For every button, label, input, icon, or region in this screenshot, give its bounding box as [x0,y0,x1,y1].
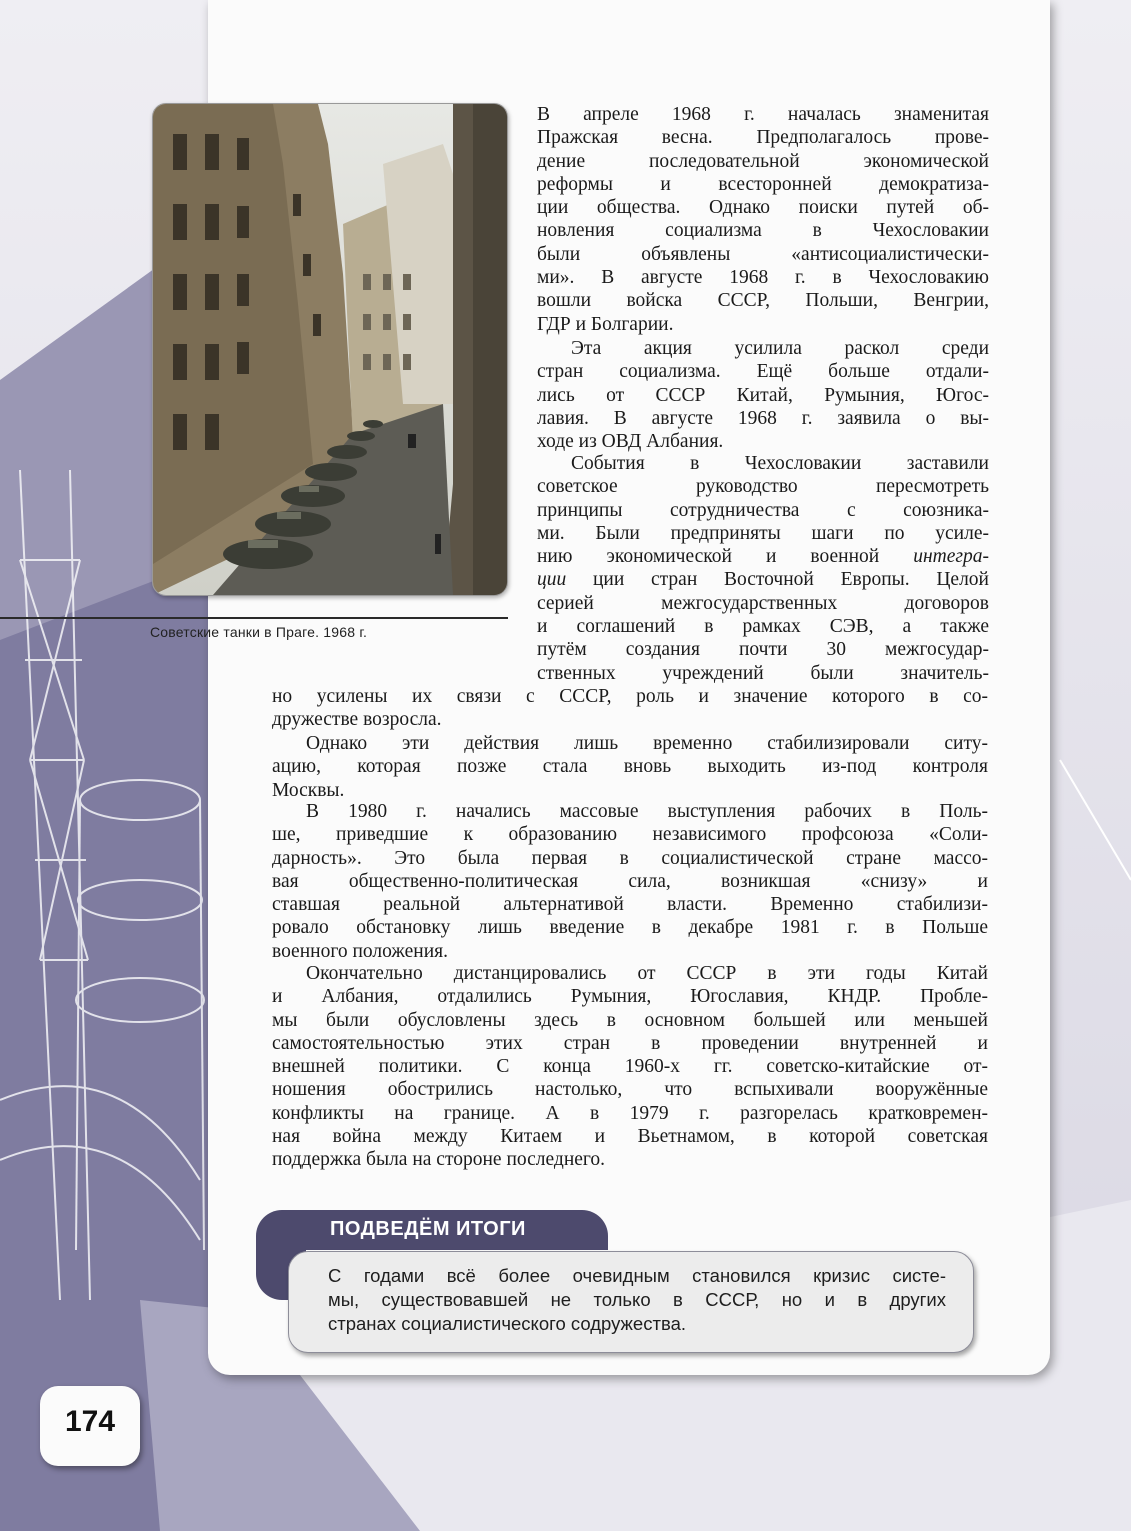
text-line: ная война между Китаем и Вьетнамом, в которой советская [272,1126,988,1148]
text-line: советское руководство пересмотреть [537,476,989,498]
paragraph-integration [537,452,989,685]
text-line: События в Чехословакии заставили [571,453,989,474]
text-line: ходе из ОВД Албания. [537,431,724,453]
prague-tanks-photo [152,103,508,596]
text-fragment: ции стран Восточной Европы. Целой [592,569,989,591]
text-line: мы были обусловлены здесь в основном большей или меньшей [272,1009,988,1031]
summary-line: мы, существовавшей не только в СССР, но и в других [328,1289,946,1310]
text-line: дружестве возросла. [272,709,442,731]
summary-line: С годами всё более очевидным становился кризис систе- [328,1265,946,1286]
text-line-with-italic [537,545,989,568]
text-line: ровало обстановку лишь введение в декабре 1981 г. в Польше [272,917,988,939]
text-line: ми. Были предприняты шаги по усиле- [537,522,989,544]
paragraph-prague-spring [537,103,989,336]
summary-line: странах социалистического содружества. [328,1313,686,1334]
summary-text [328,1264,946,1336]
paragraph-distancing [272,962,988,1172]
paragraph-stabilization [272,732,988,802]
text-line: принципы сотрудничества с союзника- [537,499,989,521]
text-line: ацию, которая позже стала вновь выходить из-под контроля [272,756,988,778]
text-line: вая общественно-политическая сила, возникшая «снизу» и [272,870,988,892]
italic-term: интегра- [913,546,989,568]
paragraph-split [537,337,989,453]
text-line: самостоятельностью этих стран в проведении внутренней и [272,1032,988,1054]
text-line: были объявлены «антисоциалистически- [537,243,989,265]
text-line: Пражская весна. Предполагалось прове- [537,127,989,149]
text-fragment: нию экономической и военной [537,546,914,568]
text-line: дарность». Это была первая в социалистической стране массо- [272,847,988,869]
text-line: ственных учреждений были значитель- [537,662,989,684]
text-line: ции общества. Однако поиски путей об- [537,197,989,219]
text-line: поддержка была на стороне последнего. [272,1149,606,1171]
text-line: новления социализма в Чехословакии [537,220,989,242]
text-line: серией межгосударственных договоров [537,592,989,614]
text-line: и соглашений в рамках СЭВ, а также [537,616,989,638]
text-line: конфликты на границе. А в 1979 г. разгорелась кратковремен- [272,1102,988,1124]
text-line: ми». В августе 1968 г. в Чехословакию [537,267,989,289]
text-line: ношения обострились настолько, что вспыхивали вооружённые [272,1079,988,1101]
summary-title: ПОДВЕДЁМ ИТОГИ [330,1218,526,1240]
text-line: вошли войска СССР, Польши, Венгрии, [537,290,989,312]
text-line: ГДР и Болгарии. [537,313,674,335]
text-line: В 1980 г. начались массовые выступления рабочих в Поль- [306,801,988,822]
text-line: реформы и всесторонней демократиза- [537,173,989,195]
caption-rule [0,617,508,619]
page-number: 174 [64,1405,116,1438]
text-line: путём создания почти 30 межгосудар- [537,639,989,661]
text-line: Однако эти действия лишь временно стабилизировали ситу- [306,733,988,754]
text-line: стран социализма. Ещё больше отдали- [537,361,989,383]
italic-term: ции [537,569,567,591]
text-line: лавия. В августе 1968 г. заявила о вы- [537,407,989,429]
text-line: дение последовательной экономической [537,150,989,172]
text-line: военного положения. [272,940,448,962]
text-line: ше, приведшие к образованию независимого профсоюза «Соли- [272,824,988,846]
text-line: но усилены их связи с СССР, роль и значение которого в со- [272,686,988,707]
text-line: Эта акция усилила раскол среди [571,338,989,359]
text-line: лись от СССР Китай, Румыния, Югос- [537,384,989,406]
paragraph-poland-1980 [272,800,988,963]
paragraph-integration-continued [272,685,988,732]
text-line: и Албания, отдалились Румыния, Югославия, КНДР. Пробле- [272,986,988,1008]
text-line-with-italic [537,568,989,591]
text-line: Окончательно дистанцировались от СССР в эти годы Китай [306,963,988,984]
photo-caption: Советские танки в Праге. 1968 г. [150,624,368,640]
text-line: Москвы. [272,779,345,801]
text-line: В апреле 1968 г. началась знаменитая [537,104,989,125]
text-line: внешней политики. С конца 1960-х гг. советско-китайские от- [272,1056,988,1078]
text-line: ставшая реальной альтернативой власти. Временно стабилизи- [272,894,988,916]
